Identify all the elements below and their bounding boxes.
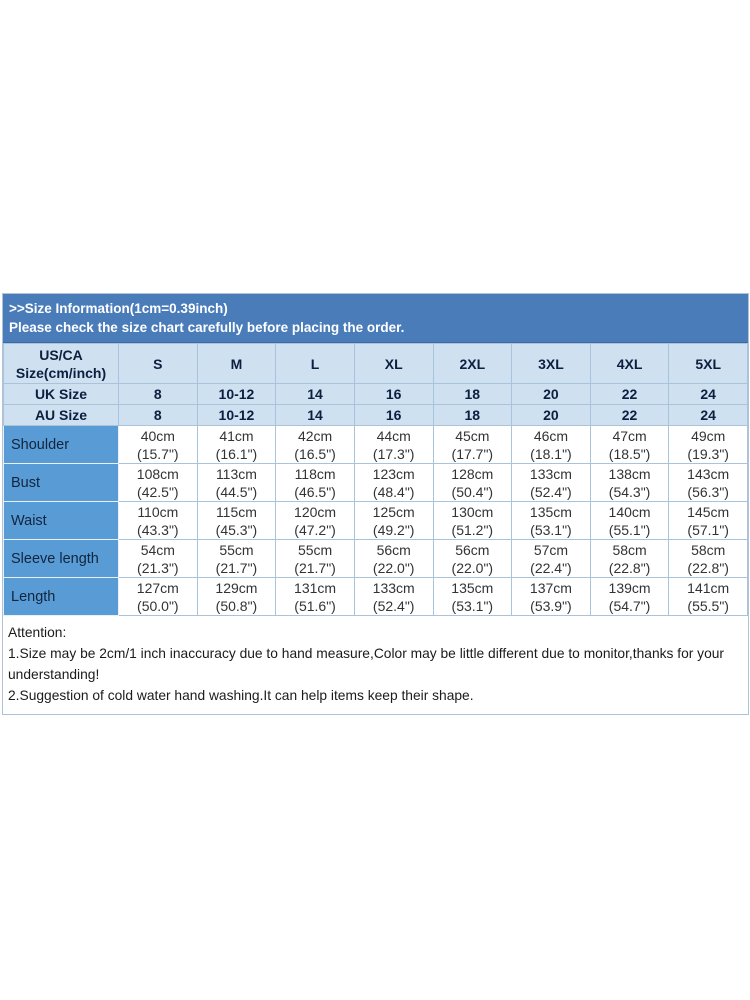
cm-value: 128cm <box>451 465 494 482</box>
inch-value: (54.3") <box>608 483 651 500</box>
cm-value: 108cm <box>136 465 179 482</box>
cm-value: 110cm <box>137 503 179 520</box>
inch-value: (52.4") <box>372 597 415 614</box>
measurement-cell <box>276 578 355 616</box>
inch-value: (22.8") <box>608 559 651 576</box>
inch-value: (53.1") <box>451 597 494 614</box>
measurement-cell <box>119 502 198 540</box>
inch-value: (52.4") <box>530 483 572 500</box>
corner-line2: Size(cm/inch) <box>15 364 107 381</box>
measurement-cell <box>276 540 355 578</box>
inch-value: (43.3") <box>137 521 179 538</box>
column-header-5xl: 5XL <box>669 344 748 384</box>
inch-value: (45.3") <box>215 521 258 538</box>
column-header-2xl: 2XL <box>433 344 512 384</box>
cm-value: 40cm <box>140 427 175 444</box>
measurement-cell <box>669 540 748 578</box>
measurement-cell <box>433 464 512 502</box>
cm-value: 41cm <box>219 427 254 444</box>
measurement-row-shoulder <box>4 426 748 464</box>
inch-value: (17.3") <box>372 445 415 462</box>
measurement-cell <box>669 464 748 502</box>
measurement-cell <box>433 540 512 578</box>
cm-value: 58cm <box>691 541 726 558</box>
column-header-s: S <box>119 344 198 384</box>
measurement-row-waist <box>4 502 748 540</box>
cm-value: 120cm <box>294 503 337 520</box>
au-size-label: AU Size <box>4 405 119 426</box>
inch-value: (55.5") <box>687 597 729 614</box>
uk-size-value: 18 <box>433 384 512 405</box>
measurement-cell <box>276 502 355 540</box>
attention-note-1: 1.Size may be 2cm/1 inch inaccuracy due to hand measure,Color may be little different due to monitor,thanks for your understanding! <box>8 646 725 682</box>
size-info-banner <box>3 294 748 343</box>
cm-value: 137cm <box>529 579 572 596</box>
cm-value: 138cm <box>608 465 651 482</box>
cm-value: 145cm <box>687 503 730 520</box>
column-header-m: M <box>197 344 276 384</box>
uk-size-value: 14 <box>276 384 355 405</box>
inch-value: (19.3") <box>687 445 729 462</box>
inch-value: (50.8") <box>215 597 258 614</box>
inch-value: (22.0") <box>451 559 494 576</box>
inch-value: (21.7") <box>215 559 258 576</box>
size-info-subtitle: Please check the size chart carefully before placing the order. <box>9 320 405 335</box>
measurement-cell <box>669 426 748 464</box>
cm-value: 140cm <box>608 503 651 520</box>
attention-section <box>3 616 748 714</box>
column-header-4xl: 4XL <box>590 344 669 384</box>
cm-value: 56cm <box>376 541 411 558</box>
measurement-cell <box>119 540 198 578</box>
measurement-row-bust <box>4 464 748 502</box>
measurement-cell <box>512 540 591 578</box>
measurement-cell <box>669 578 748 616</box>
au-size-value: 20 <box>512 405 591 426</box>
inch-value: (56.3") <box>687 483 729 500</box>
uk-size-value: 16 <box>354 384 433 405</box>
uk-size-value: 20 <box>512 384 591 405</box>
measurement-cell <box>590 502 669 540</box>
cm-value: 139cm <box>608 579 651 596</box>
au-size-value: 24 <box>669 405 748 426</box>
cm-value: 125cm <box>372 503 415 520</box>
uk-size-value: 24 <box>669 384 748 405</box>
cm-value: 46cm <box>533 427 569 444</box>
measurement-cell <box>354 426 433 464</box>
cm-value: 143cm <box>687 465 730 482</box>
inch-value: (50.0") <box>137 597 179 614</box>
measurement-cell <box>197 578 276 616</box>
column-header-l: L <box>276 344 355 384</box>
measurement-cell <box>512 502 591 540</box>
inch-value: (21.3") <box>137 559 179 576</box>
measurement-cell <box>590 426 669 464</box>
cm-value: 55cm <box>219 541 254 558</box>
cm-value: 49cm <box>691 427 726 444</box>
row-label-waist: Waist <box>4 502 119 540</box>
cm-value: 133cm <box>529 465 572 482</box>
measurement-cell <box>354 540 433 578</box>
measurement-row-sleeve-length <box>4 540 748 578</box>
cm-value: 133cm <box>372 579 415 596</box>
cm-value: 129cm <box>215 579 258 596</box>
uk-size-value: 8 <box>119 384 198 405</box>
inch-value: (46.5") <box>294 483 336 500</box>
measurement-cell <box>119 578 198 616</box>
au-size-value: 18 <box>433 405 512 426</box>
inch-value: (53.1") <box>530 521 572 538</box>
row-label-sleeve-length: Sleeve length <box>4 540 119 578</box>
measurement-cell <box>354 464 433 502</box>
inch-value: (21.7") <box>294 559 336 576</box>
au-size-value: 14 <box>276 405 355 426</box>
inch-value: (22.0") <box>372 559 415 576</box>
cm-value: 118cm <box>294 465 336 482</box>
measurement-cell <box>197 464 276 502</box>
cm-value: 45cm <box>455 427 490 444</box>
measurement-cell <box>119 426 198 464</box>
inch-value: (53.9") <box>530 597 572 614</box>
row-label-bust: Bust <box>4 464 119 502</box>
measurement-cell <box>197 426 276 464</box>
au-size-value: 22 <box>590 405 669 426</box>
uk-size-label: UK Size <box>4 384 119 405</box>
cm-value: 42cm <box>297 427 333 444</box>
column-header-xl: XL <box>354 344 433 384</box>
inch-value: (55.1") <box>608 521 651 538</box>
measurement-cell <box>512 464 591 502</box>
attention-title: Attention: <box>8 625 67 640</box>
measurement-cell <box>119 464 198 502</box>
inch-value: (54.7") <box>608 597 651 614</box>
inch-value: (16.5") <box>294 445 336 462</box>
inch-value: (15.7") <box>137 445 179 462</box>
uk-size-row <box>4 384 748 405</box>
au-size-row <box>4 405 748 426</box>
measurement-cell <box>433 578 512 616</box>
cm-value: 135cm <box>529 503 572 520</box>
measurement-cell <box>669 502 748 540</box>
cm-value: 57cm <box>533 541 569 558</box>
inch-value: (57.1") <box>687 521 729 538</box>
size-header-row <box>4 344 748 384</box>
inch-value: (22.8") <box>687 559 729 576</box>
au-size-value: 8 <box>119 405 198 426</box>
au-size-value: 16 <box>354 405 433 426</box>
cm-value: 135cm <box>451 579 494 596</box>
cm-value: 130cm <box>451 503 494 520</box>
inch-value: (18.1") <box>530 445 572 462</box>
measurement-cell <box>590 578 669 616</box>
inch-value: (48.4") <box>372 483 415 500</box>
inch-value: (44.5") <box>215 483 258 500</box>
measurement-cell <box>590 540 669 578</box>
inch-value: (51.2") <box>451 521 494 538</box>
cm-value: 58cm <box>612 541 647 558</box>
cm-value: 113cm <box>215 465 257 482</box>
measurement-cell <box>590 464 669 502</box>
cm-value: 47cm <box>612 427 647 444</box>
measurement-cell <box>354 502 433 540</box>
au-size-value: 10-12 <box>197 405 276 426</box>
corner-line1: US/CA <box>39 346 83 363</box>
cm-value: 123cm <box>372 465 415 482</box>
inch-value: (50.4") <box>451 483 494 500</box>
cm-value: 56cm <box>455 541 490 558</box>
column-header-3xl: 3XL <box>512 344 591 384</box>
inch-value: (16.1") <box>215 445 258 462</box>
measurement-row-length <box>4 578 748 616</box>
cm-value: 115cm <box>215 503 257 520</box>
row-label-length: Length <box>4 578 119 616</box>
measurement-cell <box>276 426 355 464</box>
row-label-shoulder: Shoulder <box>4 426 119 464</box>
measurement-cell <box>354 578 433 616</box>
cm-value: 44cm <box>376 427 411 444</box>
corner-cell <box>4 344 119 384</box>
cm-value: 54cm <box>140 541 175 558</box>
cm-value: 131cm <box>294 579 337 596</box>
measurement-cell <box>433 426 512 464</box>
measurement-cell <box>512 578 591 616</box>
measurement-cell <box>197 502 276 540</box>
inch-value: (22.4") <box>530 559 572 576</box>
inch-value: (42.5") <box>137 483 179 500</box>
inch-value: (18.5") <box>608 445 651 462</box>
measurement-cell <box>276 464 355 502</box>
uk-size-value: 10-12 <box>197 384 276 405</box>
cm-value: 141cm <box>687 579 730 596</box>
measurement-cell <box>433 502 512 540</box>
cm-value: 55cm <box>297 541 333 558</box>
measurement-cell <box>512 426 591 464</box>
attention-note-2: 2.Suggestion of cold water hand washing.It can help items keep their shape. <box>8 688 474 703</box>
inch-value: (49.2") <box>372 521 415 538</box>
cm-value: 127cm <box>136 579 179 596</box>
inch-value: (51.6") <box>294 597 336 614</box>
uk-size-value: 22 <box>590 384 669 405</box>
inch-value: (47.2") <box>294 521 336 538</box>
inch-value: (17.7") <box>451 445 494 462</box>
size-info-title: >>Size Information(1cm=0.39inch) <box>9 301 228 316</box>
measurement-cell <box>197 540 276 578</box>
size-table <box>3 343 748 616</box>
size-chart-panel <box>2 293 749 715</box>
